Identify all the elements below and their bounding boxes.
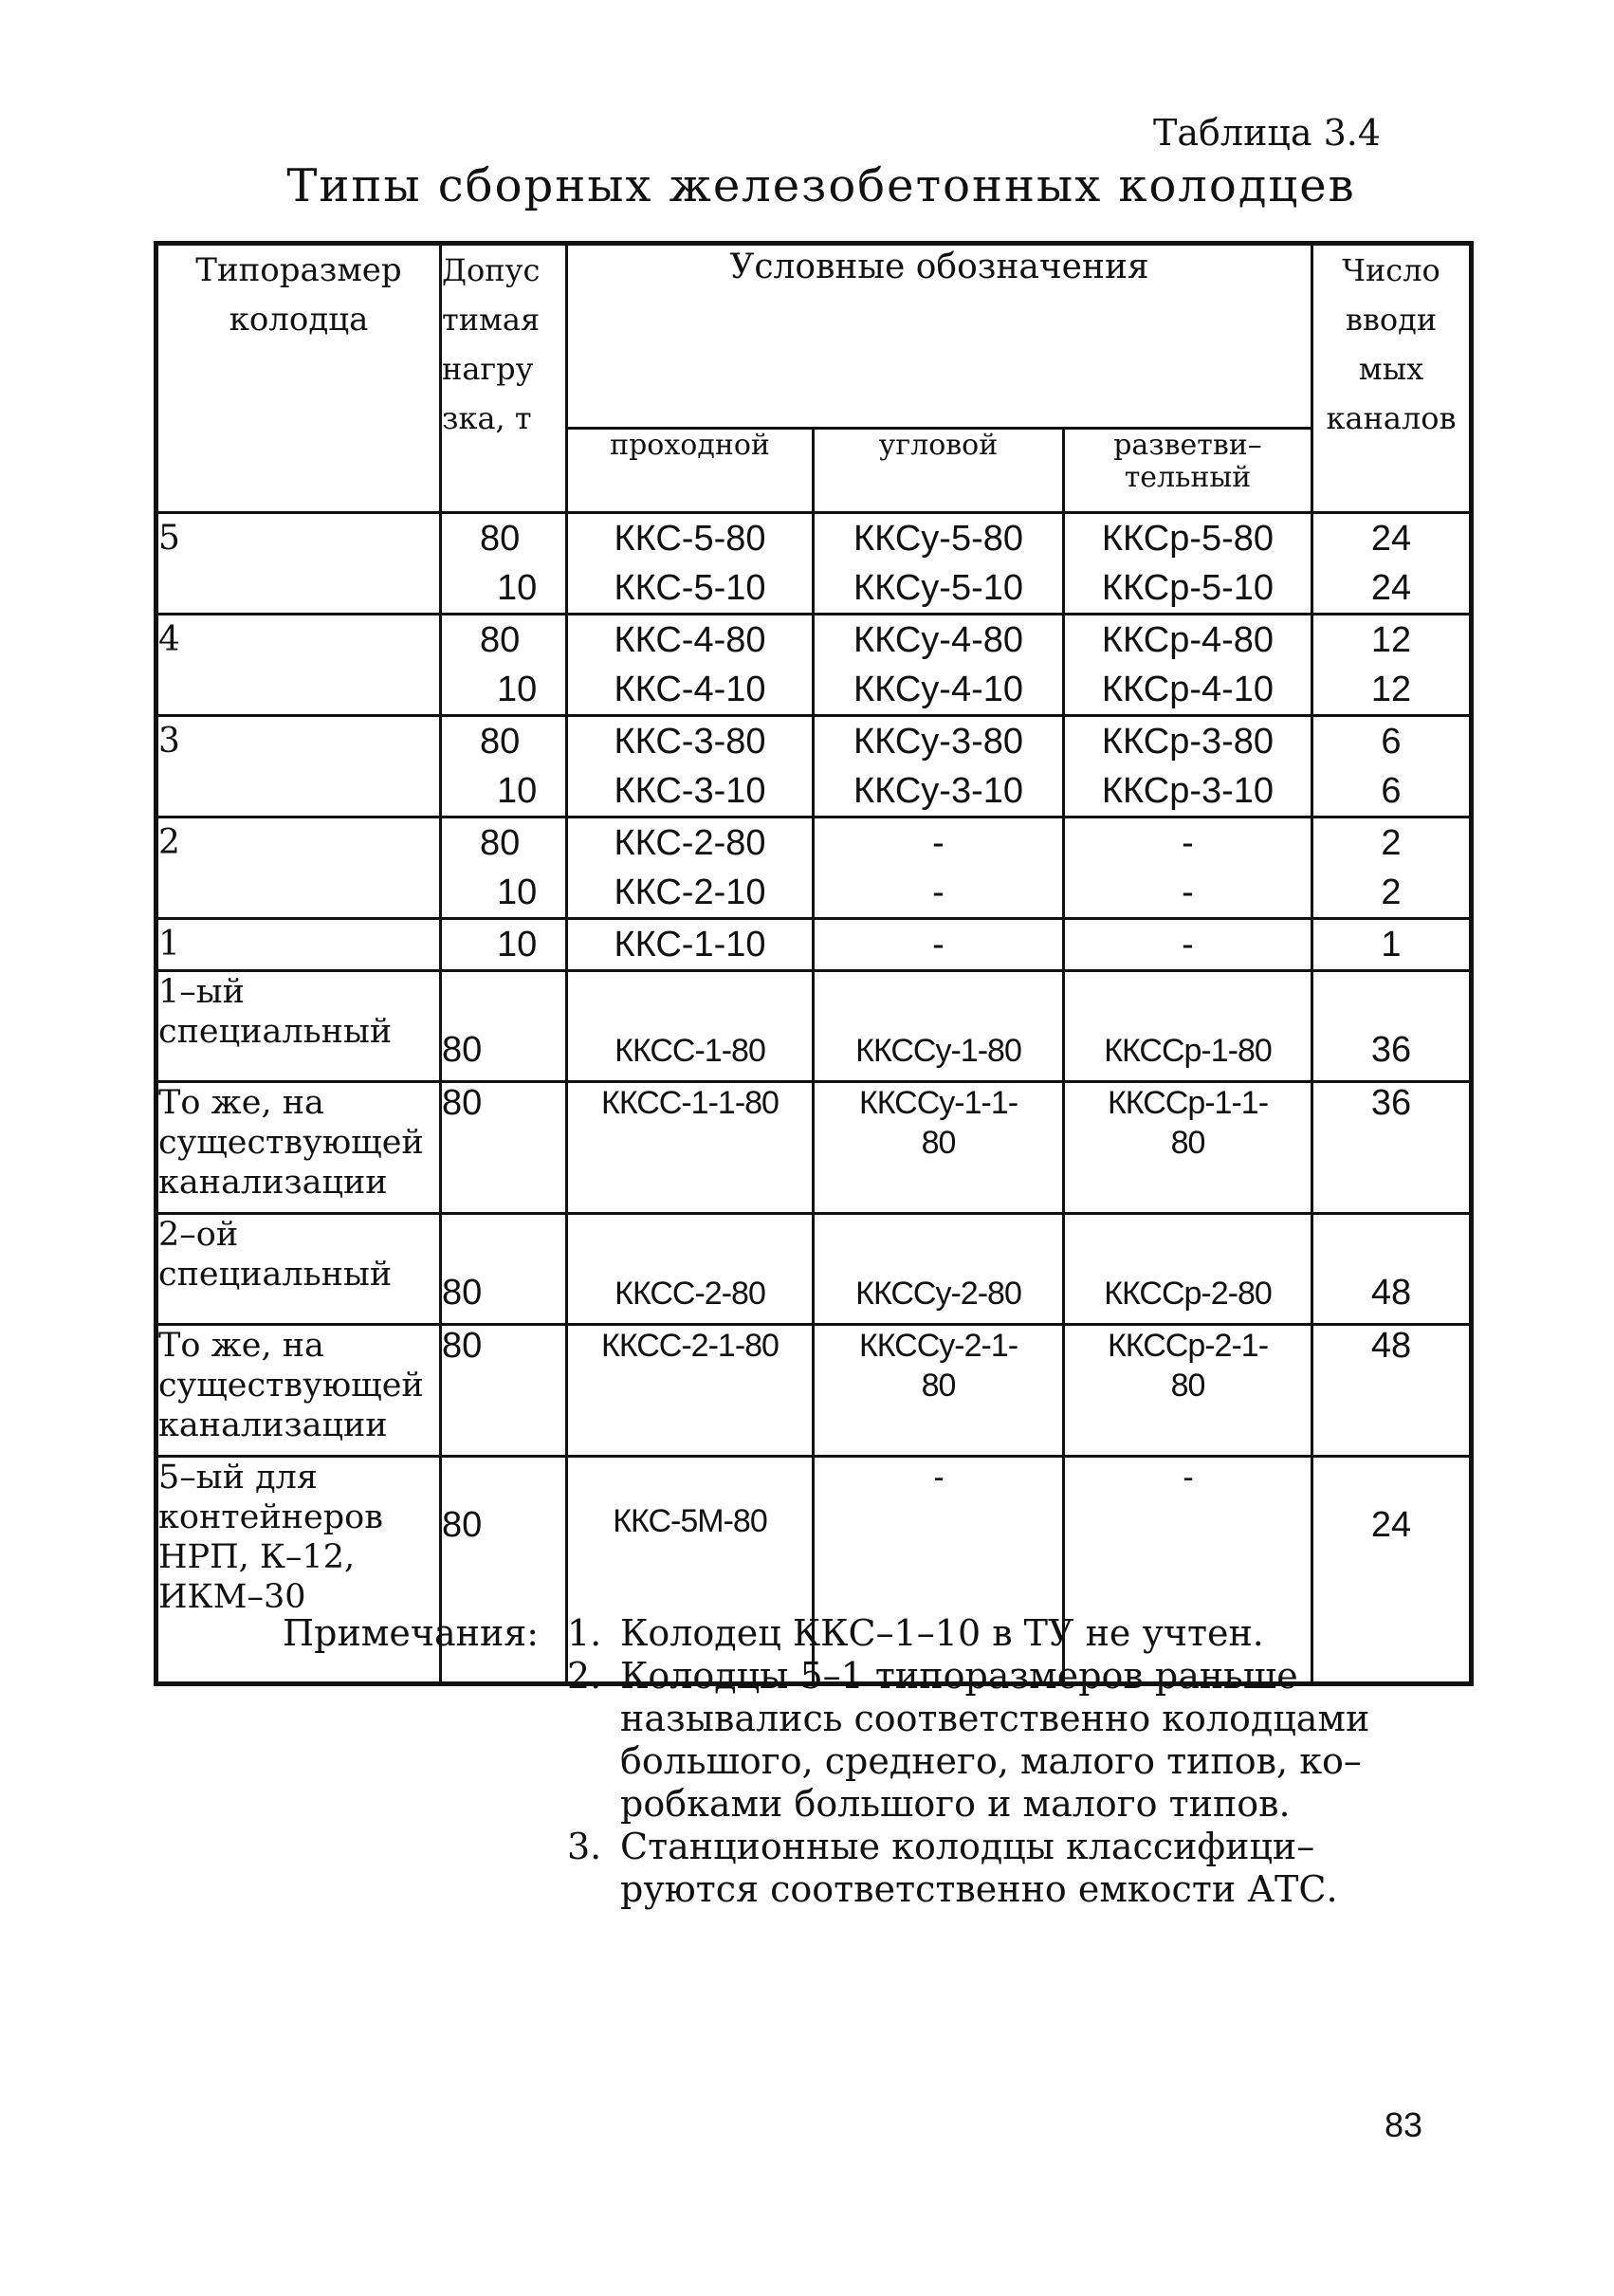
channels-value: 24 [1312,1457,1472,1684]
load-value: 80 [441,1214,567,1325]
through-value: ККС-5-80 [614,519,766,559]
corner-value: 80 [921,1368,956,1404]
corner-value: ККССу-2-80 [855,1276,1021,1312]
through-value: ККСС-1-80 [614,1033,765,1069]
wells-table [154,241,1474,1686]
header-channels-line: каналов [1326,400,1457,436]
load-cell [441,716,567,817]
channels-value: 48 [1312,1325,1472,1457]
branch-value: ККСр-3-80 [1101,722,1275,762]
through-value: ККС-3-80 [614,722,766,762]
table-row [156,615,1472,716]
through-value: ККСС-1-1-80 [601,1085,779,1121]
corner-cell [814,919,1064,971]
size-cell: 3 [156,716,441,817]
branch-value: - [1183,1460,1193,1496]
channels-value: 12 [1370,620,1412,660]
note-text: большого, среднего, малого типов, ко– [620,1740,1362,1782]
corner-cell [814,1214,1064,1325]
note-item [567,1612,1421,1655]
size-cell: 5 [156,513,441,615]
through-value: ККС-4-10 [614,670,766,709]
load-value: 10 [497,925,538,964]
load-value: 80 [441,1457,567,1684]
corner-value: - [933,1460,944,1496]
channels-value: 6 [1381,722,1402,762]
special-name-line: 5–ый для [158,1459,318,1497]
header-channels-line: Число [1342,252,1440,288]
channels-cell [1312,716,1472,817]
special-name-line: 1–ый [158,973,245,1011]
corner-cell [814,817,1064,919]
page-number: 83 [1385,2105,1423,2144]
special-name-cell [156,1214,441,1325]
through-value: ККСС-2-80 [614,1276,765,1312]
through-cell [567,615,814,716]
corner-value: ККССу-1-1- [858,1085,1018,1121]
header-size [156,244,441,513]
corner-cell [814,1082,1064,1214]
header-load-line: Допус [442,252,541,288]
special-row [156,1214,1472,1325]
corner-value: ККСу-5-80 [853,519,1023,559]
through-cell [567,513,814,615]
size-cell: 4 [156,615,441,716]
table-title: Типы сборных железобетонных колодцев [286,159,1356,212]
branch-value: ККСр-4-10 [1101,670,1275,709]
corner-cell [814,716,1064,817]
load-value: 10 [497,872,538,912]
branch-value: 80 [1170,1368,1205,1404]
channels-value: 2 [1381,872,1402,912]
special-name-cell [156,1082,441,1214]
header-load [441,244,567,513]
header-designations: Условные обозначения [567,244,1312,429]
channels-cell [1312,513,1472,615]
header-channels [1312,244,1472,513]
header-corner: угловой [814,428,1064,512]
channels-cell [1312,817,1472,919]
load-value: 80 [480,823,521,863]
table-row [156,817,1472,919]
special-name-line: НРП, К–12, [158,1538,356,1576]
corner-value: ККССу-2-1- [858,1328,1018,1364]
header-load-line: нагру [442,351,534,387]
note-text: Колодцы 5–1 типоразмеров раньше [620,1655,1298,1697]
branch-value: 80 [1170,1125,1205,1161]
special-row [156,1082,1472,1214]
through-cell [567,919,814,971]
special-name-line: существующей [158,1367,424,1405]
size-cell: 1 [156,919,441,971]
corner-value: - [932,925,945,964]
through-value: ККС-5-10 [614,568,766,608]
corner-cell [814,615,1064,716]
load-value: 10 [497,771,538,811]
special-name-line: существующей [158,1124,424,1162]
special-row [156,971,1472,1082]
branch-value: ККСр-5-80 [1101,519,1275,559]
load-value: 10 [497,568,538,608]
table-row [156,716,1472,817]
through-cell [567,971,814,1082]
branch-value: ККСр-3-10 [1101,771,1275,811]
branch-value: ККССр-2-1- [1107,1328,1269,1364]
note-number: 2. [567,1655,602,1697]
branch-cell [1064,1082,1312,1214]
channels-value: 2 [1381,823,1402,863]
table-row [156,919,1472,971]
channels-value: 1 [1381,925,1402,964]
branch-cell [1064,615,1312,716]
through-value: ККСС-2-1-80 [601,1328,779,1364]
special-name-line: канализации [158,1164,388,1202]
channels-value: 24 [1370,519,1412,559]
note-text: руются соответственно емкости АТС. [620,1868,1338,1910]
corner-cell [814,971,1064,1082]
load-cell [441,919,567,971]
branch-value: - [1182,823,1194,863]
branch-cell [1064,817,1312,919]
note-item [567,1655,1421,1826]
through-value: ККС-5М-80 [613,1503,767,1539]
load-value: 80 [480,519,521,559]
corner-value: ККСу-3-10 [853,771,1023,811]
through-cell [567,716,814,817]
load-value: 80 [441,1082,567,1214]
note-number: 3. [567,1826,602,1867]
header-channels-line: вводи [1345,302,1438,338]
special-name-cell [156,1325,441,1457]
corner-value: ККСу-4-80 [853,620,1023,660]
special-name-line: специальный [158,1013,393,1051]
header-channels-line: мых [1358,351,1424,387]
corner-value: ККСу-4-10 [853,670,1023,709]
header-size-line: Типоразмер [195,251,402,289]
through-value: ККС-3-10 [614,771,766,811]
note-text: Станционные колодцы классифици– [620,1826,1315,1867]
table-label: Таблица 3.4 [1153,112,1381,154]
through-cell [567,1214,814,1325]
branch-cell [1064,1214,1312,1325]
load-cell [441,615,567,716]
branch-cell [1064,971,1312,1082]
through-cell [567,1325,814,1457]
branch-cell [1064,919,1312,971]
table-row [156,513,1472,615]
notes-label: Примечания: [283,1612,540,1654]
header-load-line: тимая [442,302,541,338]
header-branch [1064,428,1312,512]
note-number: 1. [567,1612,602,1654]
load-value: 80 [441,971,567,1082]
header-size-line: колодца [229,301,369,339]
through-value: ККС-2-10 [614,872,766,912]
header-through: проходной [567,428,814,512]
channels-value: 6 [1381,771,1402,811]
branch-cell [1064,513,1312,615]
branch-value: - [1182,925,1194,964]
corner-value: 80 [921,1125,956,1161]
corner-value: ККСу-3-80 [853,722,1023,762]
special-name-line: 2–ой [158,1216,239,1254]
header-branch-line: тельный [1124,460,1252,494]
branch-value: ККСр-5-10 [1101,568,1275,608]
corner-cell [814,1325,1064,1457]
through-cell [567,1082,814,1214]
load-value: 80 [441,1325,567,1457]
special-name-line: контейнеров [158,1498,383,1536]
special-name-line: канализации [158,1406,388,1444]
branch-cell [1064,1325,1312,1457]
size-cell: 2 [156,817,441,919]
channels-cell [1312,919,1472,971]
load-cell [441,513,567,615]
special-name-line: То же, на [158,1327,324,1365]
load-value: 80 [480,620,521,660]
special-row [156,1325,1472,1457]
special-name-line: ИКМ–30 [158,1578,306,1616]
header-branch-line: разветви– [1113,428,1262,462]
notes [283,1612,1421,1911]
channels-cell [1312,615,1472,716]
channels-value: 48 [1312,1214,1472,1325]
note-text: робками большого и малого типов. [620,1783,1291,1825]
branch-cell [1064,716,1312,817]
special-name-cell [156,971,441,1082]
corner-cell [814,513,1064,615]
header-load-line: зка, т [442,400,532,436]
corner-value: - [932,823,945,863]
through-value: ККС-1-10 [614,925,766,964]
special-name-line: специальный [158,1256,393,1294]
note-text: назывались соответственно колодцами [620,1698,1370,1739]
channels-value: 36 [1312,1082,1472,1214]
through-cell [567,817,814,919]
channels-value: 24 [1370,568,1412,608]
corner-value: ККССу-1-80 [855,1033,1021,1069]
corner-value: ККСу-5-10 [853,568,1023,608]
note-item [567,1826,1421,1911]
branch-value: ККСр-4-80 [1101,620,1275,660]
branch-value: ККССр-2-80 [1104,1276,1272,1312]
note-text: Колодец ККС–1–10 в ТУ не учтен. [620,1612,1264,1654]
special-name-line: То же, на [158,1084,324,1122]
branch-value: ККССр-1-1- [1107,1085,1269,1121]
load-value: 10 [497,670,538,709]
through-value: ККС-2-80 [614,823,766,863]
branch-value: - [1182,872,1194,912]
channels-value: 36 [1312,971,1472,1082]
load-value: 80 [480,722,521,762]
corner-value: - [932,872,945,912]
through-value: ККС-4-80 [614,620,766,660]
branch-value: ККССр-1-80 [1104,1033,1272,1069]
load-cell [441,817,567,919]
channels-value: 12 [1370,670,1412,709]
